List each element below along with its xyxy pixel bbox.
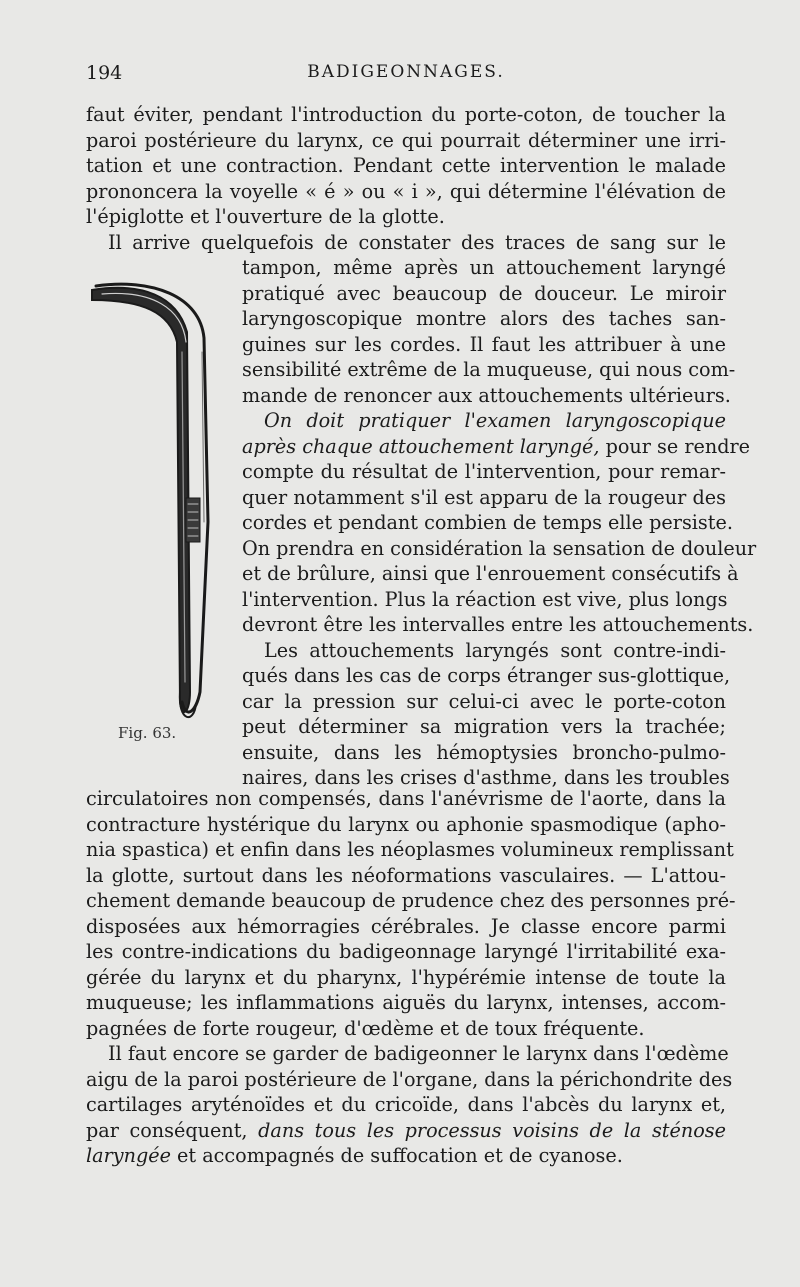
text-line: peut déterminer sa migration vers la trachée;: [242, 715, 726, 738]
text-line: qués dans les cas de corps étranger sus-glottique,: [242, 664, 731, 687]
text-line: guines sur les cordes. Il faut les attribuer à une: [242, 332, 726, 356]
text-line: prononcera la voyelle « é » ou « i », qui détermine l'élévation de: [86, 179, 726, 203]
text-span: par conséquent,: [86, 1118, 259, 1142]
paragraph-1: [86, 102, 726, 255]
paragraph-2-wrap: [242, 255, 757, 791]
text-line: pratiqué avec beaucoup de douceur. Le miroir: [242, 281, 726, 305]
text-line: cartilages aryténoïdes et du cricoïde, dans l'abcès du larynx et,: [86, 1093, 726, 1116]
italic-span: après chaque attouchement laryngé,: [242, 434, 600, 458]
text-line: l'intervention. Plus la réaction est vive, plus longs: [242, 587, 728, 611]
page-number: 194: [86, 62, 123, 84]
text-span: pour se rendre: [599, 434, 751, 458]
text-line: muqueuse; les inflammations aiguës du larynx, intenses, accom-: [86, 991, 726, 1014]
text-line: contracture hystérique du larynx ou aphonie spasmodique (apho-: [86, 812, 726, 836]
text-line: [86, 1118, 726, 1144]
text-line: pagnées de forte rougeur, d'œdème et de toux fréquente.: [86, 1016, 645, 1040]
text-line: chement demande beaucoup de prudence chez des personnes pré-: [86, 889, 736, 912]
figure-caption: Fig. 63.: [118, 724, 177, 742]
text-line: gérée du larynx et du pharynx, l'hypérémie intense de toute la: [86, 965, 726, 989]
text-line: tampon, même après un attouchement laryngé: [242, 256, 726, 279]
text-line: cordes et pendant combien de temps elle persiste.: [242, 511, 733, 534]
text-span: et accompagnés de suffocation et de cyanose.: [170, 1144, 623, 1167]
text-line: Il faut encore se garder de badigeonner le larynx dans l'œdème: [108, 1042, 729, 1065]
text-line: laryngoscopique montre alors des taches san-: [242, 307, 726, 330]
text-line: ensuite, dans les hémoptysies broncho-pulmo-: [242, 740, 726, 764]
running-head: BADIGEONNAGES.: [307, 62, 505, 82]
text-line: nia spastica) et enfin dans les néoplasmes volumineux remplissant: [86, 838, 734, 861]
text-line: devront être les intervalles entre les attouchements.: [242, 613, 754, 636]
paragraph-4-continuation: [86, 786, 736, 1169]
text-line: paroi postérieure du larynx, ce qui pourrait déterminer une irri-: [86, 128, 726, 152]
text-line: [242, 434, 751, 460]
text-line: et de brûlure, ainsi que l'enrouement consécutifs à: [242, 562, 739, 585]
text-line: Les attouchements laryngés sont contre-indi-: [264, 638, 726, 662]
italic-line: On doit pratiquer l'examen laryngoscopique: [264, 409, 726, 432]
text-line: [86, 1143, 726, 1169]
text-line: faut éviter, pendant l'introduction du porte-coton, de toucher la: [86, 103, 726, 126]
text-line: compte du résultat de l'intervention, pour remar-: [242, 460, 726, 483]
italic-span: dans tous les processus voisins de la sténose: [258, 1118, 726, 1142]
text-line: tation et une contraction. Pendant cette intervention le malade: [86, 154, 726, 177]
italic-span: laryngée: [86, 1144, 171, 1167]
text-line: aigu de la paroi postérieure de l'organe, dans la périchondrite des: [86, 1067, 733, 1091]
text-line: les contre-indications du badigeonnage laryngé l'irritabilité exa-: [86, 940, 726, 963]
text-line: mande de renoncer aux attouchements ultérieurs.: [242, 383, 731, 407]
text-line: circulatoires non compensés, dans l'anévrisme de l'aorte, dans la: [86, 787, 726, 810]
text-line: la glotte, surtout dans les néoformations vasculaires. — L'attou-: [86, 863, 726, 887]
text-line: car la pression sur celui-ci avec le porte-coton: [242, 689, 726, 713]
text-line: On prendra en considération la sensation de douleur: [242, 536, 757, 560]
text-line: quer notamment s'il est apparu de la rougeur des: [242, 485, 726, 509]
text-line: l'épiglotte et l'ouverture de la glotte.: [86, 205, 445, 228]
text-line: naires, dans les crises d'asthme, dans les troubles: [242, 766, 730, 789]
forceps-illustration: [82, 272, 232, 742]
text-line: sensibilité extrême de la muqueuse, qui nous com-: [242, 358, 736, 381]
text-line: Il arrive quelquefois de constater des traces de sang sur le: [108, 230, 726, 254]
page-header: [86, 62, 726, 92]
text-line: disposées aux hémorragies cérébrales. Je classe encore parmi: [86, 914, 726, 938]
